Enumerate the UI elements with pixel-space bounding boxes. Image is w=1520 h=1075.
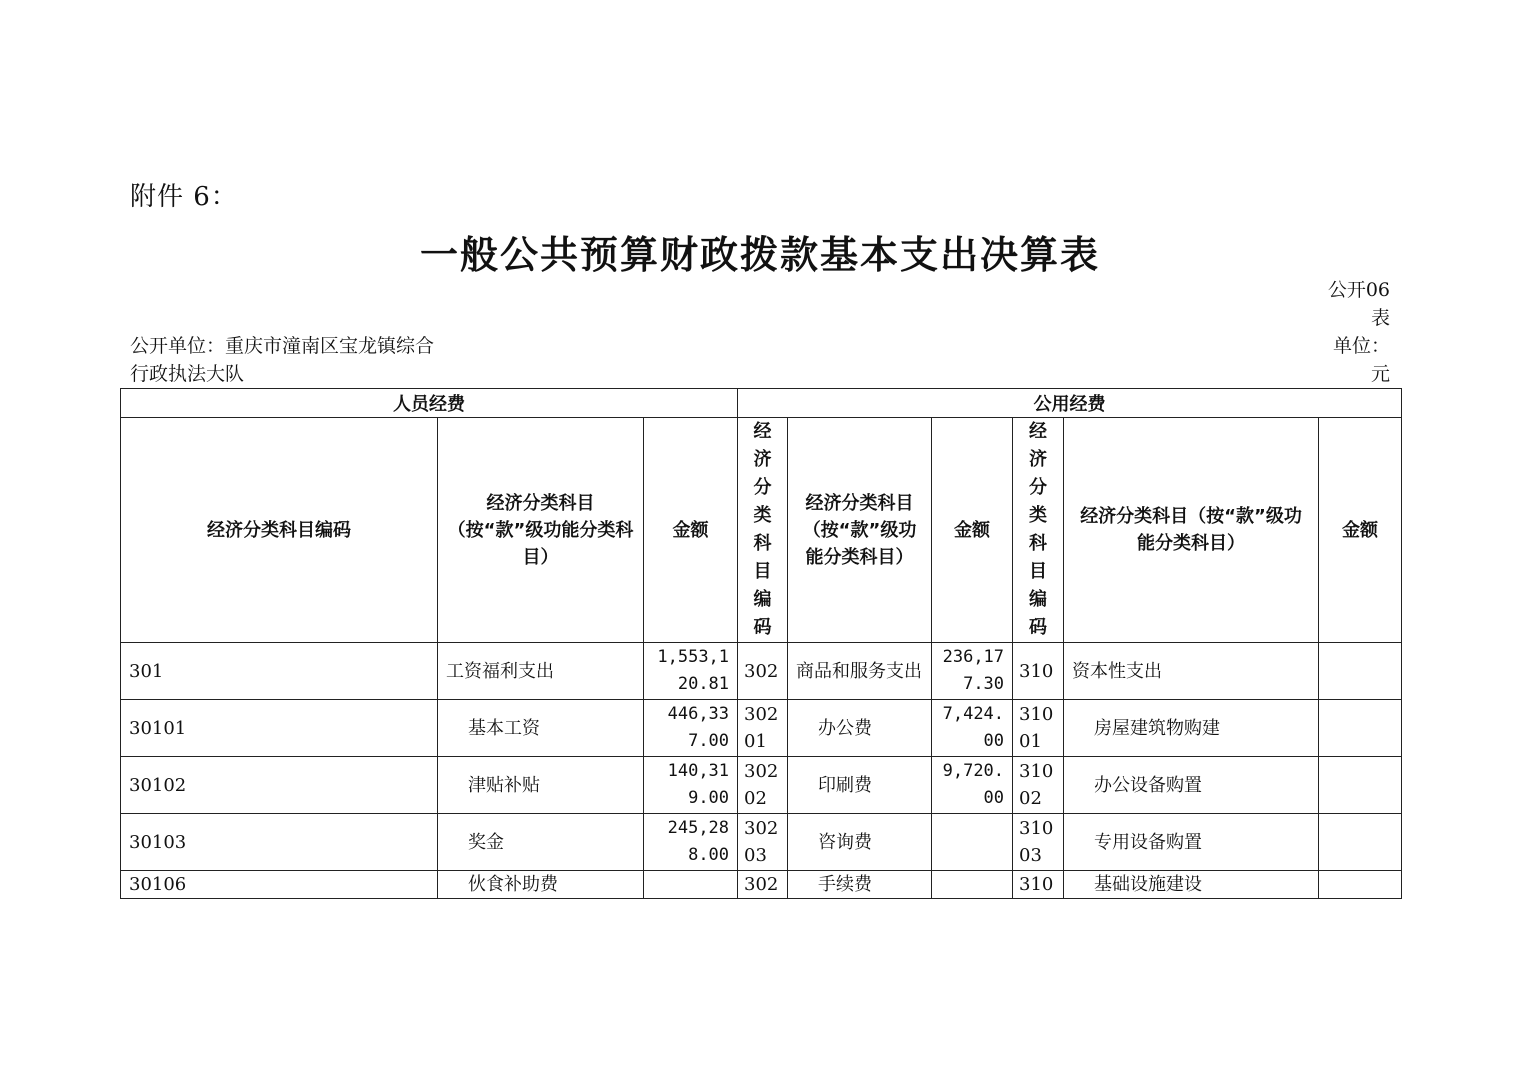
attachment-label: 附件 6： <box>130 182 238 212</box>
capital-code-cell: 31002 <box>1013 757 1064 814</box>
header-personnel-amount: 金额 <box>644 418 738 643</box>
capital-amount-cell <box>1319 757 1402 814</box>
unit-label: 单位：元 <box>1332 335 1390 385</box>
page-title: 一般公共预算财政拨款基本支出决算表 <box>419 232 1100 277</box>
capital-name-cell: 基础设施建设 <box>1064 871 1319 899</box>
personnel-amount-cell: 446,337.00 <box>644 700 738 757</box>
capital-name-cell: 专用设备购置 <box>1064 814 1319 871</box>
goods-amount-cell: 9,720.00 <box>932 757 1013 814</box>
capital-name-cell: 房屋建筑物购建 <box>1064 700 1319 757</box>
goods-amount-cell: 236,177.30 <box>932 643 1013 700</box>
header-personnel-name: 经济分类科目（按“款”级功能分类科目） <box>438 418 644 643</box>
header-goods-code-text: 经济分类科目编码 <box>753 421 772 638</box>
header-capital-amount: 金额 <box>1319 418 1402 643</box>
capital-amount-cell <box>1319 814 1402 871</box>
goods-name-cell: 手续费 <box>788 871 932 899</box>
personnel-code-cell: 30102 <box>121 757 438 814</box>
goods-name-cell: 商品和服务支出 <box>788 643 932 700</box>
goods-code-cell: 302 <box>738 871 788 899</box>
table-row <box>121 814 1402 871</box>
capital-amount-cell <box>1319 871 1402 899</box>
personnel-name-cell: 基本工资 <box>438 700 644 757</box>
table-id: 公开06表 <box>1327 279 1390 329</box>
column-header-row <box>121 418 1402 643</box>
goods-code-cell: 30201 <box>738 700 788 757</box>
personnel-amount-cell: 1,553,120.81 <box>644 643 738 700</box>
capital-amount-cell <box>1319 643 1402 700</box>
section-public: 公用经费 <box>738 389 1402 418</box>
personnel-name-cell: 奖金 <box>438 814 644 871</box>
goods-code-cell: 30203 <box>738 814 788 871</box>
goods-code-cell: 30202 <box>738 757 788 814</box>
table-row <box>121 700 1402 757</box>
goods-amount-cell <box>932 814 1013 871</box>
goods-name-cell: 印刷费 <box>788 757 932 814</box>
personnel-name-cell: 津贴补贴 <box>438 757 644 814</box>
section-header-row <box>121 389 1402 418</box>
header-personnel-code: 经济分类科目编码 <box>121 418 438 643</box>
table-row <box>121 757 1402 814</box>
section-personnel: 人员经费 <box>121 389 738 418</box>
capital-code-cell: 31003 <box>1013 814 1064 871</box>
capital-code-cell: 310 <box>1013 643 1064 700</box>
personnel-amount-cell <box>644 871 738 899</box>
table-row <box>121 643 1402 700</box>
goods-code-cell: 302 <box>738 643 788 700</box>
capital-code-cell: 310 <box>1013 871 1064 899</box>
header-capital-code-text: 经济分类科目编码 <box>1029 421 1048 638</box>
goods-amount-cell <box>932 871 1013 899</box>
capital-code-cell: 31001 <box>1013 700 1064 757</box>
header-goods-amount: 金额 <box>932 418 1013 643</box>
personnel-code-cell: 30103 <box>121 814 438 871</box>
personnel-code-cell: 301 <box>121 643 438 700</box>
goods-name-cell: 办公费 <box>788 700 932 757</box>
personnel-name-cell: 伙食补助费 <box>438 871 644 899</box>
personnel-amount-cell: 245,288.00 <box>644 814 738 871</box>
header-goods-code <box>738 418 788 643</box>
header-capital-code <box>1013 418 1064 643</box>
organization-label: 公开单位：重庆市潼南区宝龙镇综合行政执法大队 <box>130 335 435 385</box>
header-goods-name: 经济分类科目（按“款”级功能分类科目） <box>788 418 932 643</box>
goods-name-cell: 咨询费 <box>788 814 932 871</box>
budget-table <box>120 388 1402 899</box>
table-row <box>121 871 1402 899</box>
personnel-amount-cell: 140,319.00 <box>644 757 738 814</box>
personnel-code-cell: 30101 <box>121 700 438 757</box>
capital-amount-cell <box>1319 700 1402 757</box>
personnel-name-cell: 工资福利支出 <box>438 643 644 700</box>
capital-name-cell: 资本性支出 <box>1064 643 1319 700</box>
table-id-and-unit <box>1320 276 1390 388</box>
goods-amount-cell: 7,424.00 <box>932 700 1013 757</box>
header-capital-name: 经济分类科目（按“款”级功能分类科目） <box>1064 418 1319 643</box>
personnel-code-cell: 30106 <box>121 871 438 899</box>
capital-name-cell: 办公设备购置 <box>1064 757 1319 814</box>
